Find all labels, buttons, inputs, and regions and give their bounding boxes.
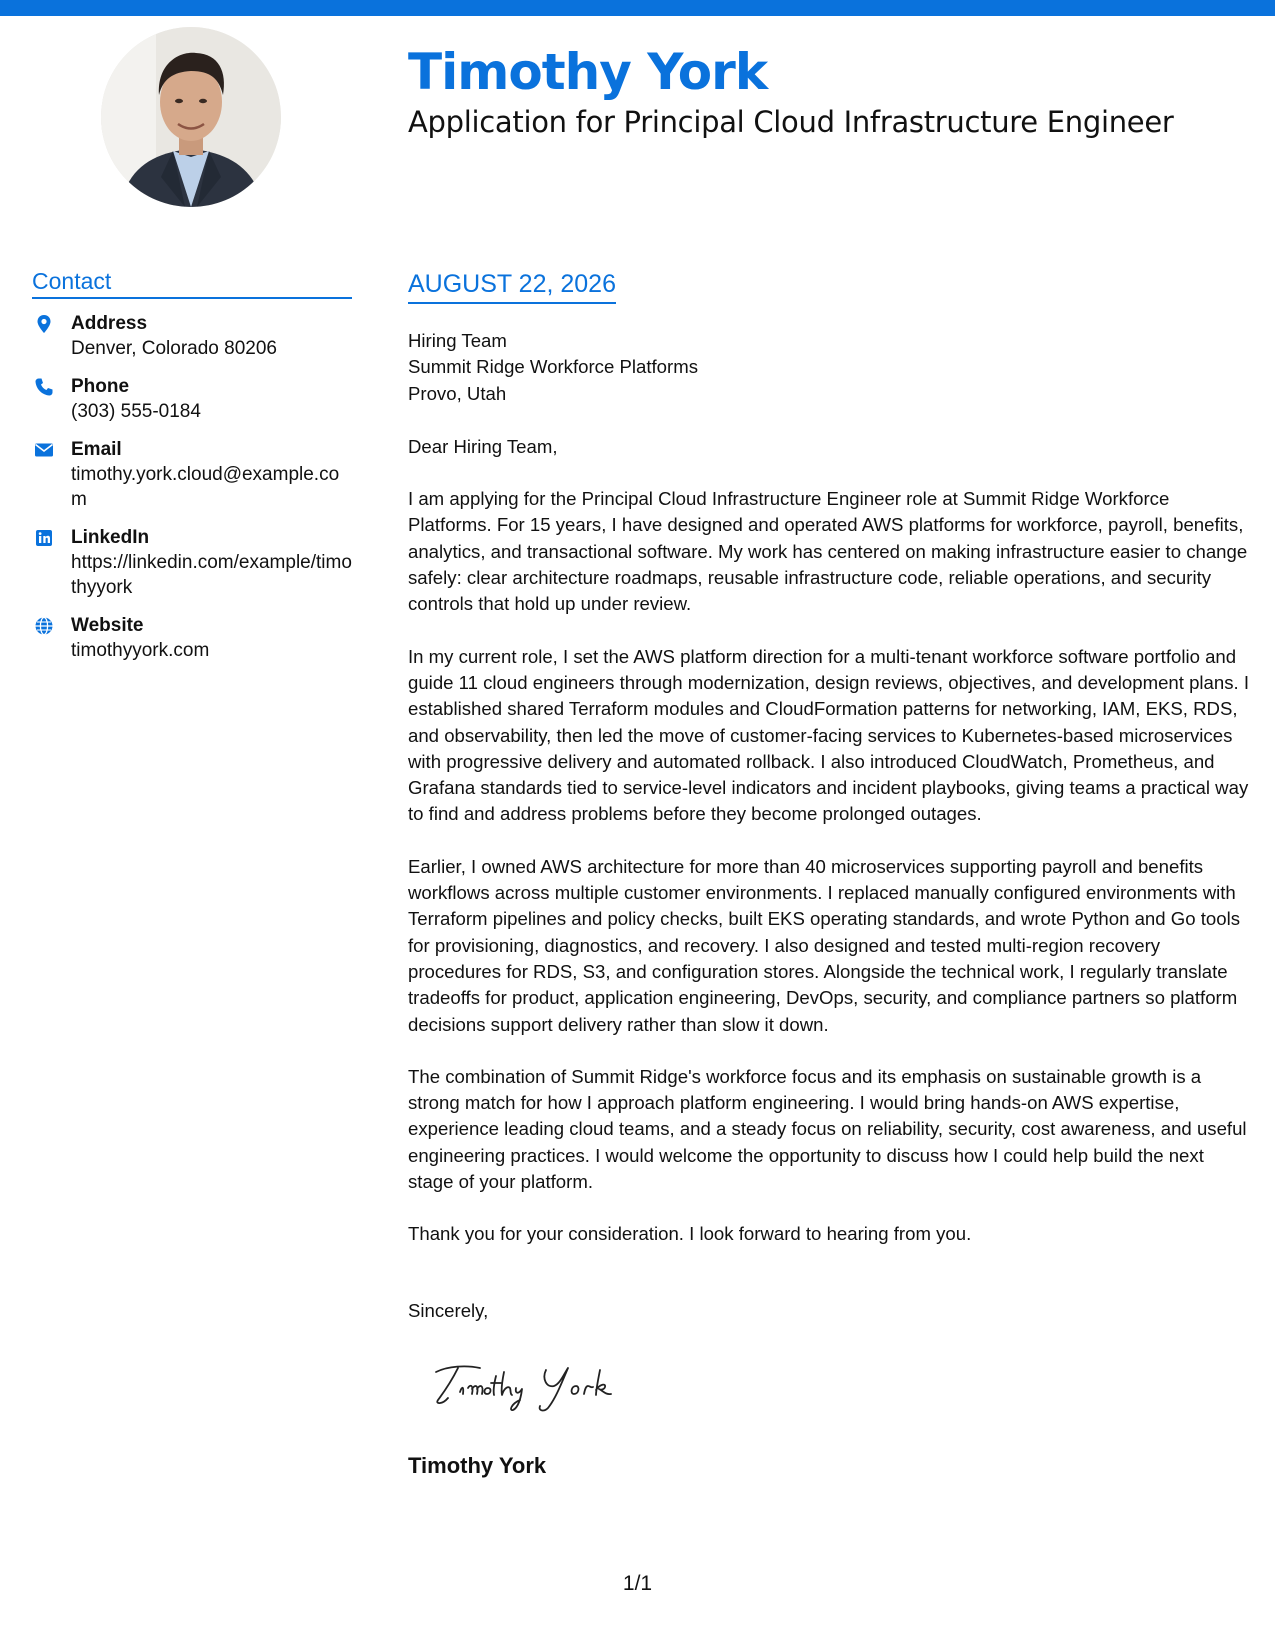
letter-date: AUGUST 22, 2026 [408,268,616,304]
contact-linkedin [32,525,352,600]
contact-label: LinkedIn [71,527,150,548]
linkedin-icon [34,528,54,548]
contact-label: Address [71,313,148,334]
contact-address [32,311,352,361]
applicant-name: Timothy York [408,43,768,101]
contact-value[interactable]: timothy.york.cloud@example.com [71,464,340,510]
signer-name: Timothy York [408,1453,547,1478]
contact-phone [32,374,352,424]
closing: Sincerely, [408,1299,489,1321]
recipient-line: Provo, Utah [408,382,507,404]
letter-body [408,328,1253,1324]
page-number: 1/1 [622,1572,653,1595]
letter-paragraph: Earlier, I owned AWS architecture for more than 40 microservices supporting payroll and benefits workflows across multiple customer environments. I replaced manually configured environments with Terraform pipelines and policy checks, built EKS operating standards, and wrote Python and Go tools for provisioning, diagnostics, and recovery. I also designed and tested multi-region recovery procedures for RDS, S3, and configuration stores. Alongside the technical work, I regularly translate tradeoffs for product, application engineering, DevOps, security, and compliance partners so platform decisions support delivery rather than slow it down. [408,855,1241,1035]
envelope-icon [34,440,54,460]
application-subtitle: Application for Principal Cloud Infrastructure Engineer [408,105,1174,139]
salutation: Dear Hiring Team, [408,435,558,457]
top-accent-bar [0,0,1275,16]
contact-value[interactable]: timothyyork.com [71,640,210,661]
contact-email [32,437,352,512]
letter-paragraph: Thank you for your consideration. I look forward to hearing from you. [408,1223,972,1245]
recipient-block [408,328,1253,407]
profile-photo [101,27,281,207]
letter-date-wrap [408,268,616,304]
contact-value[interactable]: https://linkedin.com/example/timothyyork [71,552,352,598]
contact-heading: Contact [32,266,352,299]
recipient-line: Summit Ridge Workforce Platforms [408,356,699,378]
contact-website [32,613,352,663]
contact-label: Email [71,439,122,460]
letter-paragraph: I am applying for the Principal Cloud Infrastructure Engineer role at Summit Ridge Workforce Platforms. For 15 years, I have designed and operated AWS platforms for workforce, payroll, benefits, analytics, and transactional software. My work has centered on making infrastructure easier to change safely: clear architecture roadmaps, reusable infrastructure code, reliable operations, and security controls that hold up under review. [408,488,1248,615]
globe-icon [34,616,54,636]
recipient-line: Hiring Team [408,330,507,351]
letter-paragraph: The combination of Summit Ridge's workforce focus and its emphasis on sustainable growth is a strong match for how I approach platform engineering. I would bring hands-on AWS expertise, experience leading cloud teams, and a steady focus on reliability, security, cost awareness, and useful engineering practices. I would welcome the opportunity to discuss how I could help build the next stage of your platform. [408,1065,1247,1193]
handwritten-signature [430,1358,650,1416]
letter-paragraph: In my current role, I set the AWS platform direction for a multi-tenant workforce software portfolio and guide 11 cloud engineers through modernization, design reviews, objectives, and development plans. I established shared Terraform modules and CloudFormation patterns for networking, IAM, EKS, RDS, and observability, then led the move of customer-facing services to Kubernetes-based microservices with progressive delivery and automated rollback. I also introduced CloudWatch, Prometheus, and Grafana standards tied to service-level indicators and incident playbooks, giving teams a practical way to find and address problems before they become prolonged outages. [408,645,1250,825]
map-pin-icon [34,314,54,334]
contact-sidebar [32,266,352,676]
contact-value: (303) 555-0184 [71,401,201,422]
phone-icon [34,377,54,397]
contact-label: Phone [71,376,130,397]
contact-label: Website [71,615,144,636]
contact-value: Denver, Colorado 80206 [71,338,277,359]
